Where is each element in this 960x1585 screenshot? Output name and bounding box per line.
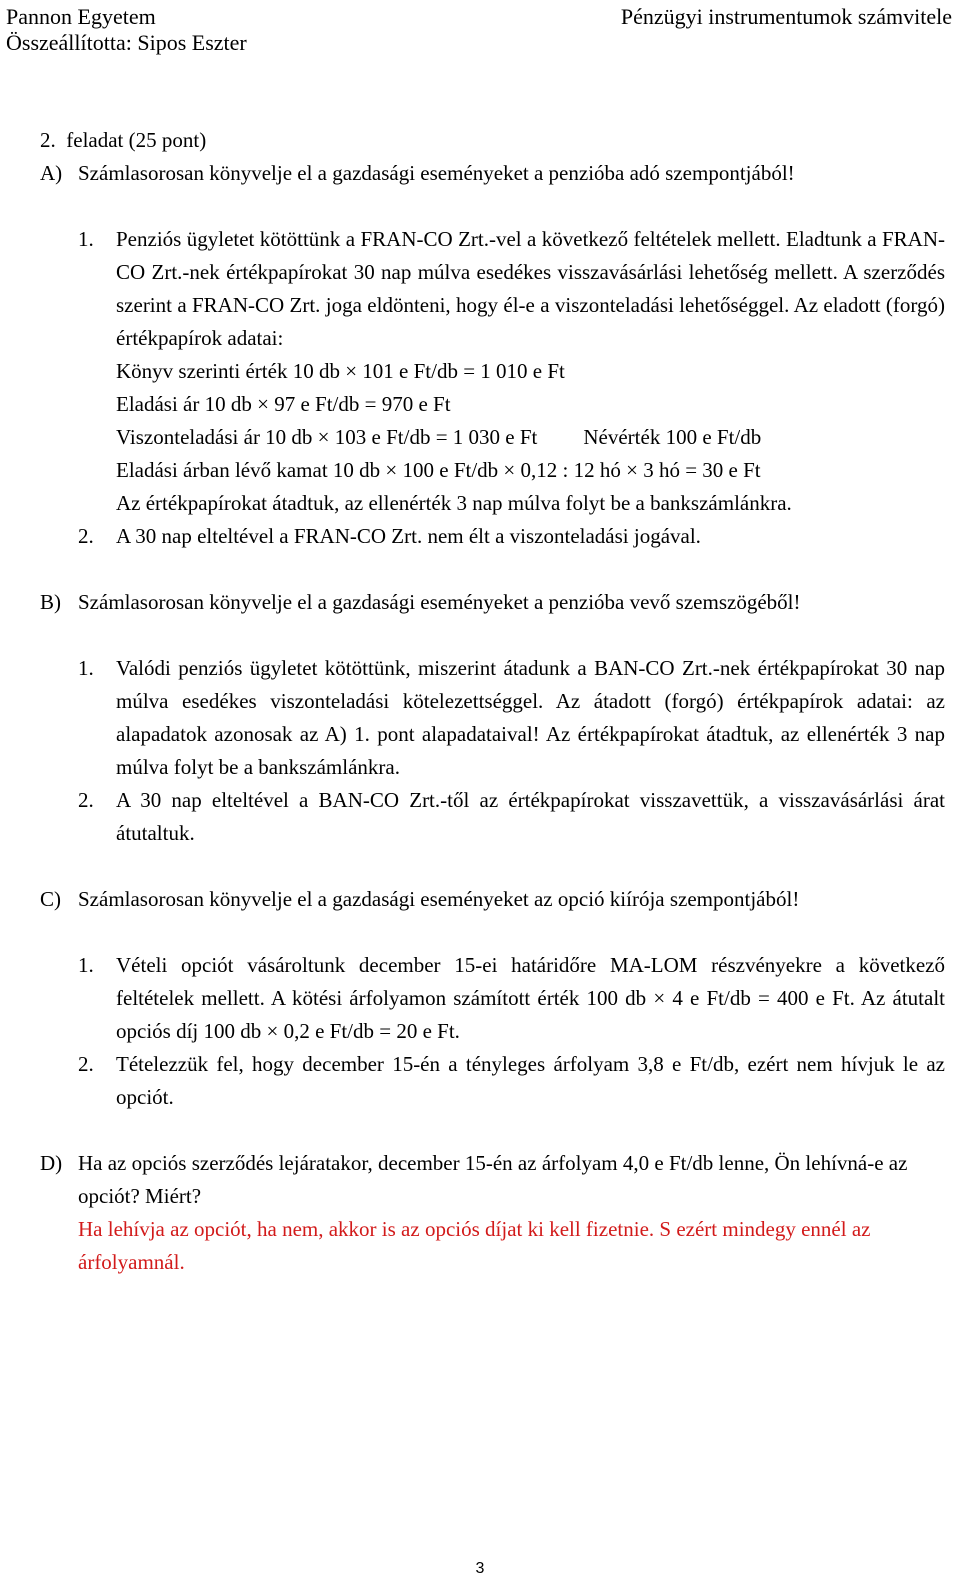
part-d-label: D) bbox=[40, 1151, 63, 1175]
header-left bbox=[6, 4, 247, 56]
part-c-label: C) bbox=[40, 887, 61, 911]
part-a-item-2-text: A 30 nap elteltével a FRAN-CO Zrt. nem élt a viszonteladási jogával. bbox=[116, 524, 701, 548]
part-c-item-2 bbox=[40, 1048, 945, 1114]
part-b-item-2-text: A 30 nap elteltével a BAN-CO Zrt.-től az értékpapírokat visszavettük, a visszavásárlási árat átutaltuk. bbox=[116, 788, 945, 845]
part-d-question: Ha az opciós szerződés lejáratakor, december 15-én az árfolyam 4,0 e Ft/db lenne, Ön lehívná-e az opciót? Miért? bbox=[78, 1151, 908, 1208]
part-c-heading-text: Számlasorosan könyvelje el a gazdasági eseményeket az opció kiírója szempontjából! bbox=[78, 887, 800, 911]
part-b-heading bbox=[40, 586, 945, 619]
resale-price-line bbox=[116, 421, 945, 454]
part-a-item-1 bbox=[40, 223, 945, 520]
compiled-by: Összeállította: Sipos Eszter bbox=[6, 30, 247, 55]
part-c-item-2-text: Tételezzük fel, hogy december 15-én a tényleges árfolyam 3,8 e Ft/db, ezért nem hívjuk le az opciót. bbox=[116, 1052, 945, 1109]
part-a-label: A) bbox=[40, 161, 63, 185]
part-b-heading-text: Számlasorosan könyvelje el a gazdasági eseményeket a penzióba vevő szemszögéből! bbox=[78, 590, 801, 614]
university-name: Pannon Egyetem bbox=[6, 4, 156, 29]
part-b-item-2 bbox=[40, 784, 945, 850]
part-b-label: B) bbox=[40, 590, 61, 614]
task-title: 2. feladat (25 pont) bbox=[40, 128, 207, 152]
task-content bbox=[40, 124, 945, 1279]
part-a-item-2 bbox=[40, 520, 945, 553]
part-a-item-1-text: Penziós ügyletet kötöttünk a FRAN-CO Zrt.-vel a következő feltételek mellett. Eladtunk a FRAN-CO Zrt.-nek értékpapírokat 30 nap múlva esedékes visszavásárlási lehetőség mellett. A szerződés szerint a FRAN-CO Zrt. joga eldönteni, hogy él-e a viszonteladási lehetőséggel. Az eladott (forgó) értékpapírok adatai: bbox=[116, 227, 945, 350]
part-d-answer: Ha lehívja az opciót, ha nem, akkor is az opciós díjat ki kell fizetnie. S ezért mindegy ennél az árfolyamnál. bbox=[78, 1217, 871, 1274]
sale-price-line: Eladási ár 10 db × 97 e Ft/db = 970 e Ft bbox=[116, 392, 451, 416]
resale-price: Viszonteladási ár 10 db × 103 e Ft/db = 1 030 e Ft bbox=[116, 425, 538, 449]
item-number: 2. bbox=[78, 1052, 94, 1076]
part-a-heading bbox=[40, 157, 945, 190]
item-number: 1. bbox=[78, 656, 94, 680]
part-c-item-1 bbox=[40, 949, 945, 1048]
interest-line: Eladási árban lévő kamat 10 db × 100 e Ft/db × 0,12 : 12 hó × 3 hó = 30 e Ft bbox=[116, 458, 761, 482]
settlement-line: Az értékpapírokat átadtuk, az ellenérték 3 nap múlva folyt be a bankszámlánkra. bbox=[116, 491, 792, 515]
part-b-item-1-text: Valódi penziós ügyletet kötöttünk, miszerint átadunk a BAN-CO Zrt.-nek értékpapírokat 30 nap múlva esedékes viszonteladási kötelezettséggel. Az átadott (forgó) értékpapírok adatai: az alapadatok azonosak az A) 1. pont alapadataival! Az értékpapírokat átadtuk, az ellenérték 3 nap múlva folyt be a bankszámlánkra. bbox=[116, 656, 945, 779]
page-number: 3 bbox=[475, 1560, 485, 1577]
item-number: 2. bbox=[78, 524, 94, 548]
part-b-item-1 bbox=[40, 652, 945, 784]
item-number: 1. bbox=[78, 953, 94, 977]
part-c-heading bbox=[40, 883, 945, 916]
face-value: Névérték 100 e Ft/db bbox=[583, 425, 762, 449]
book-value-line: Könyv szerinti érték 10 db × 101 e Ft/db = 1 010 e Ft bbox=[116, 359, 565, 383]
item-number: 2. bbox=[78, 788, 94, 812]
part-d bbox=[40, 1147, 945, 1279]
item-number: 1. bbox=[78, 227, 94, 251]
course-title: Pénzügyi instrumentumok számvitele bbox=[620, 4, 952, 29]
part-a-heading-text: Számlasorosan könyvelje el a gazdasági eseményeket a penzióba adó szempontjából! bbox=[78, 161, 795, 185]
part-c-item-1-text: Vételi opciót vásároltunk december 15-ei határidőre MA-LOM részvényekre a következő feltételek mellett. A kötési árfolyamon számított érték 100 db × 4 e Ft/db = 400 e Ft. Az átutalt opciós díj 100 db × 0,2 e Ft/db = 20 e Ft. bbox=[116, 953, 945, 1043]
